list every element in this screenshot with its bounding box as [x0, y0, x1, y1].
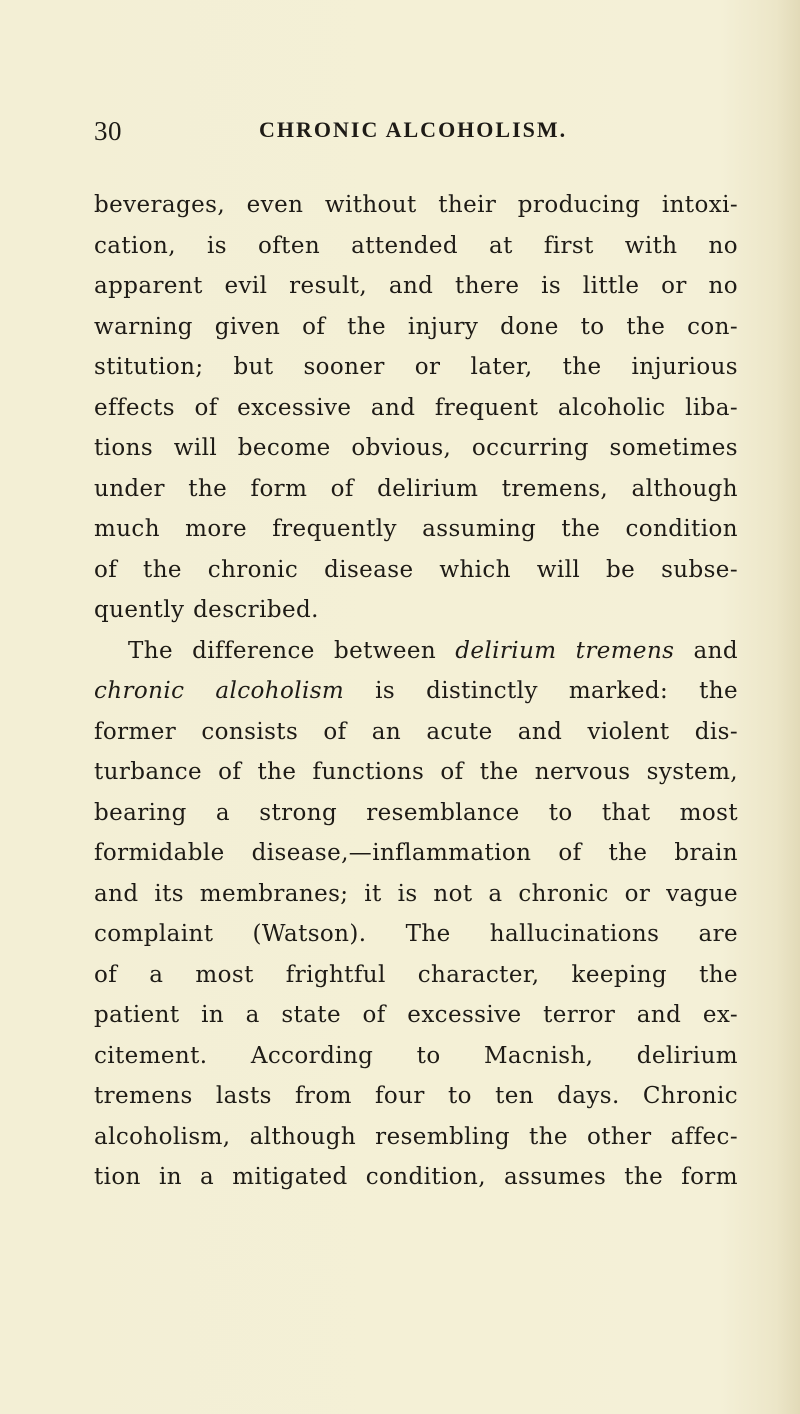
paragraph-2 [94, 631, 738, 1198]
text-line: of a most frightful character, keeping the [94, 961, 738, 988]
text-line: complaint (Watson). The hallucinations are [94, 921, 738, 947]
text-segment: is distinctly marked: the [344, 678, 738, 704]
text-line: warning given of the injury done to the con- [94, 313, 738, 340]
text-line: tion in a mitigated condition, assumes the form [94, 1164, 738, 1190]
paragraph-1 [94, 185, 738, 631]
text-line: bearing a strong resemblance to that most [94, 799, 738, 826]
text-line [94, 671, 738, 712]
text-line: stitution; but sooner or later, the injurious [94, 354, 738, 380]
text-line: formidable disease,—inflammation of the brain [94, 840, 738, 866]
text-line: effects of excessive and frequent alcoholic liba- [94, 394, 738, 421]
text-line: citement. According to Macnish, delirium [94, 1042, 738, 1069]
text-line: beverages, even without their producing intoxi- [94, 192, 738, 218]
text-line: and its membranes; it is not a chronic or vague [94, 880, 738, 907]
italic-term-chronic-alcoholism: chronic alcoholism [94, 678, 345, 704]
page-number: 30 [94, 116, 122, 146]
page-header [94, 116, 794, 146]
text-line: much more frequently assuming the condition [94, 516, 738, 542]
text-segment: The difference between [128, 637, 456, 664]
text-line: tions will become obvious, occurring sometimes [94, 435, 738, 461]
text-line: alcoholism, although resembling the other affec- [94, 1123, 738, 1150]
text-line: patient in a state of excessive terror and ex- [94, 1002, 738, 1028]
text-line: apparent evil result, and there is little or no [94, 273, 738, 299]
text-line: cation, is often attended at first with no [94, 232, 738, 259]
body-text [94, 185, 738, 1198]
text-line: turbance of the functions of the nervous system, [94, 759, 738, 785]
running-head: CHRONIC ALCOHOLISM. [259, 117, 568, 142]
text-segment: and [674, 637, 738, 664]
text-line: quently described. [94, 597, 319, 623]
italic-term-delirium-tremens: delirium tremens [455, 637, 675, 664]
text-line: former consists of an acute and violent dis- [94, 718, 738, 745]
text-line: tremens lasts from four to ten days. Chronic [94, 1083, 738, 1109]
text-line [94, 631, 738, 672]
text-line: under the form of delirium tremens, although [94, 475, 738, 502]
text-line: of the chronic disease which will be subse- [94, 556, 738, 583]
